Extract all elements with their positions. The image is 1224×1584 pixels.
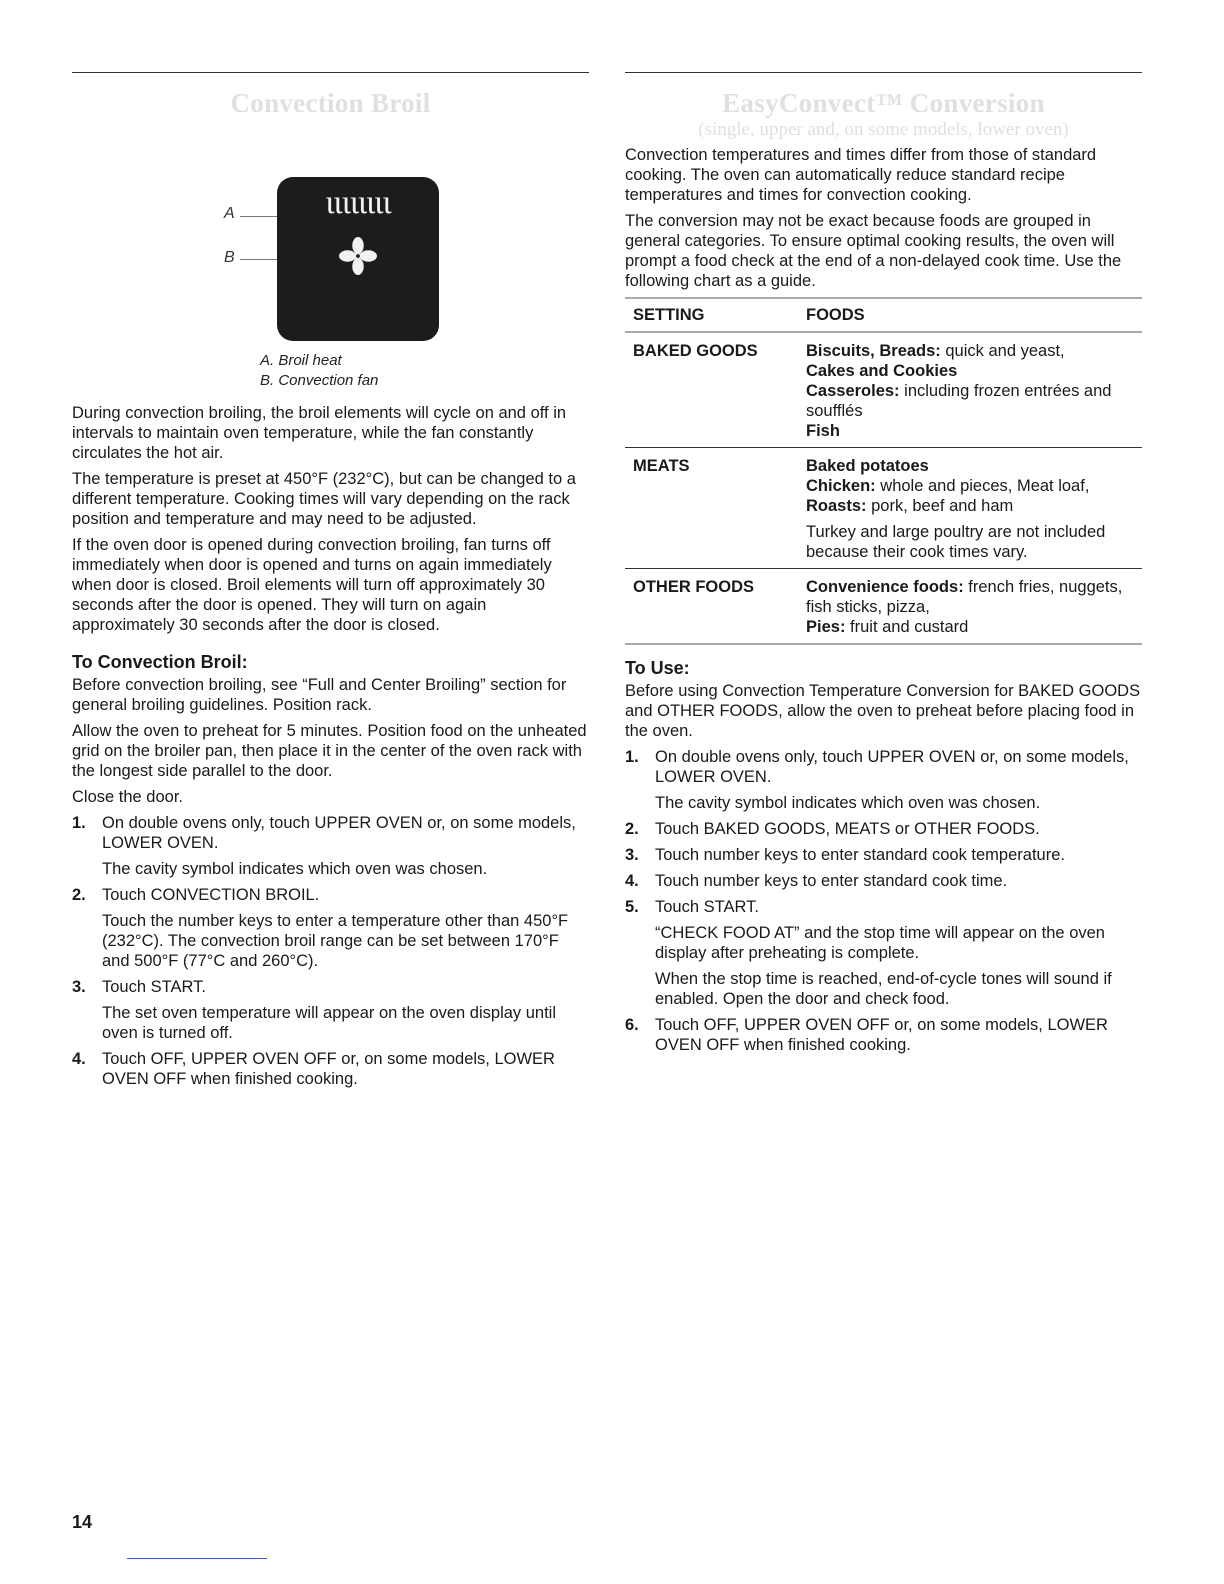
- figure-caption: [72, 351, 589, 391]
- step-text: Touch OFF, UPPER OVEN OFF or, on some models, LOWER OVEN OFF when finished cooking.: [655, 1016, 1108, 1054]
- section-subtitle: (single, upper and, on some models, lower oven): [698, 119, 1069, 140]
- food-line: Fish: [806, 422, 840, 440]
- table-row: [625, 332, 1142, 448]
- to-use-steps: [625, 747, 1142, 1055]
- convection-fan-icon: [339, 237, 377, 275]
- step-subtext: “CHECK FOOD AT” and the stop time will appear on the oven display after preheating is complete.: [655, 924, 1105, 962]
- step-item: [625, 747, 1142, 813]
- food-line: Convenience foods: french fries, nuggets, fish sticks, pizza,: [806, 578, 1123, 616]
- section-title-convection-broil: Convection Broil: [230, 88, 431, 118]
- step-text: On double ovens only, touch UPPER OVEN or, on some models, LOWER OVEN.: [655, 748, 1129, 786]
- food-line: Chicken: whole and pieces, Meat loaf,: [806, 477, 1090, 495]
- preset-paragraph: The temperature is preset at 450°F (232°C), but can be changed to a different temperature. Cooking times will vary depending on the rack position and temperature and may need to be adjusted.: [72, 470, 576, 528]
- step-text: Touch number keys to enter standard cook time.: [655, 872, 1008, 890]
- howto-heading: To Convection Broil:: [72, 652, 248, 672]
- conversion-chart: [625, 297, 1142, 645]
- step-number: 3.: [625, 846, 639, 864]
- foods-cell: [806, 448, 1142, 569]
- step-text: On double ovens only, touch UPPER OVEN or, on some models, LOWER OVEN.: [102, 814, 576, 852]
- food-line: Cakes and Cookies: [806, 362, 958, 380]
- step-number: 5.: [625, 898, 639, 916]
- step-number: 4.: [625, 872, 639, 890]
- setting-cell: OTHER FOODS: [633, 578, 755, 596]
- step-item: [625, 845, 1142, 865]
- foods-cell: [806, 332, 1142, 448]
- top-rule-left: [72, 72, 589, 73]
- step-number: 1.: [625, 748, 639, 766]
- food-line: Biscuits, Breads: quick and yeast,: [806, 342, 1065, 360]
- conversion-intro-paragraph: Convection temperatures and times differ from those of standard cooking. The oven can automatically reduce standard recipe temperatures and times for convection cooking.: [625, 146, 1097, 204]
- to-use-paragraph: Before using Convection Temperature Conversion for BAKED GOODS and OTHER FOODS, allow the oven to preheat before placing food in the oven.: [625, 682, 1141, 740]
- step-number: 2.: [625, 820, 639, 838]
- foods-cell: [806, 569, 1142, 645]
- oven-cavity-illustration: [277, 177, 439, 341]
- table-row: [625, 448, 1142, 569]
- top-rule-right: [625, 72, 1142, 73]
- step-subtext: The set oven temperature will appear on the oven display until oven is turned off.: [102, 1004, 557, 1042]
- step-number: 3.: [72, 978, 86, 996]
- step-number: 6.: [625, 1016, 639, 1034]
- food-line: Roasts: pork, beef and ham: [806, 497, 1014, 515]
- header-setting: SETTING: [633, 306, 705, 324]
- step-item: [625, 1015, 1142, 1055]
- step-item: [72, 813, 589, 879]
- step-item: [72, 1049, 589, 1089]
- step-item: [625, 819, 1142, 839]
- table-row: [625, 569, 1142, 645]
- step-number: 1.: [72, 814, 86, 832]
- conversion-note-paragraph: The conversion may not be exact because foods are grouped in general categories. To ensure optimal cooking results, the oven will prompt a food check at the end of a non-delayed cook time. Use the following chart as a guide.: [625, 212, 1122, 290]
- step-item: [72, 977, 589, 1043]
- step-text: Touch START.: [102, 978, 206, 996]
- food-line: Casseroles: including frozen entrées and soufflés: [806, 382, 1112, 420]
- right-column: [625, 72, 1142, 1061]
- food-line: Pies: fruit and custard: [806, 618, 969, 636]
- food-line: Baked potatoes: [806, 457, 929, 475]
- to-use-heading: To Use:: [625, 658, 690, 678]
- setting-cell: BAKED GOODS: [633, 342, 758, 360]
- convection-broil-steps: [72, 813, 589, 1089]
- figure-label-b: B: [224, 249, 235, 266]
- step-subtext: When the stop time is reached, end-of-cycle tones will sound if enabled. Open the door and check food.: [655, 970, 1112, 1008]
- preheat-paragraph: Allow the oven to preheat for 5 minutes. Position food on the unheated grid on the broiler pan, then place it in the center of the oven rack with the longest side parallel to the door.: [72, 722, 587, 780]
- step-subtext: The cavity symbol indicates which oven was chosen.: [655, 794, 1041, 812]
- left-column: [72, 72, 589, 1095]
- step-item: [625, 897, 1142, 1009]
- step-text: Touch BAKED GOODS, MEATS or OTHER FOODS.: [655, 820, 1040, 838]
- caption-convection-fan: B. Convection fan: [260, 372, 379, 389]
- header-foods: FOODS: [806, 306, 865, 324]
- section-title-easyconvect: EasyConvect™ Conversion: [722, 88, 1045, 118]
- caption-broil-heat: A. Broil heat: [260, 352, 342, 369]
- close-door-paragraph: Close the door.: [72, 788, 183, 806]
- setting-cell: MEATS: [633, 457, 690, 475]
- howto-paragraph: Before convection broiling, see “Full and Center Broiling” section for general broiling guidelines. Position rack.: [72, 676, 567, 714]
- step-number: 4.: [72, 1050, 86, 1068]
- intro-paragraph: During convection broiling, the broil elements will cycle on and off in intervals to maintain oven temperature, while the fan constantly circulates the hot air.: [72, 404, 567, 462]
- step-text: Touch CONVECTION BROIL.: [102, 886, 320, 904]
- page-number: 14: [72, 1512, 93, 1532]
- step-text: Touch START.: [655, 898, 759, 916]
- broil-heat-icon: ιιιιιιιι: [325, 184, 391, 221]
- figure-label-a: A: [224, 205, 235, 222]
- footer-rule: [127, 1558, 267, 1559]
- step-text: Touch number keys to enter standard cook temperature.: [655, 846, 1065, 864]
- step-subtext: The cavity symbol indicates which oven was chosen.: [102, 860, 488, 878]
- chart-header-row: [625, 298, 1142, 332]
- step-subtext: Touch the number keys to enter a temperature other than 450°F (232°C). The convection broil range can be set between 170°F and 500°F (77°C and 260°C).: [102, 912, 569, 970]
- convection-broil-figure: [72, 119, 589, 351]
- step-number: 2.: [72, 886, 86, 904]
- food-note: Turkey and large poultry are not included because their cook times vary.: [806, 523, 1106, 561]
- step-text: Touch OFF, UPPER OVEN OFF or, on some models, LOWER OVEN OFF when finished cooking.: [102, 1050, 555, 1088]
- door-paragraph: If the oven door is opened during convection broiling, fan turns off immediately when door is opened and turns on again immediately when door is closed. Broil elements will turn off approximately 30 seconds after the door is opened. They will turn on again approximately 30 seconds after the door is closed.: [72, 536, 552, 634]
- step-item: [625, 871, 1142, 891]
- step-item: [72, 885, 589, 971]
